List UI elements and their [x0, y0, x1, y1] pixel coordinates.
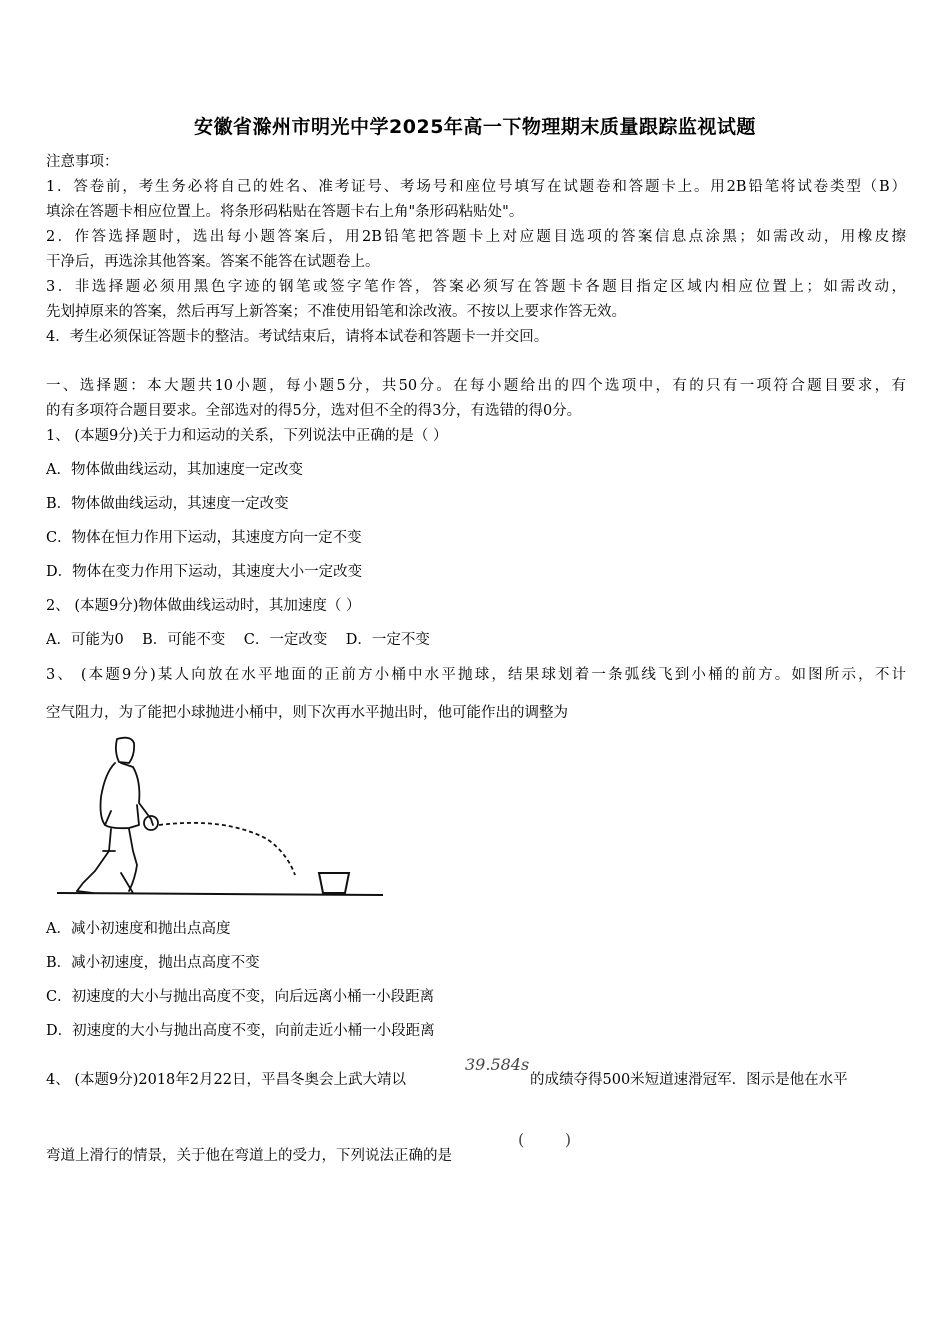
notice-item-3-line-1: 3．非选择题必须用黑色字迹的钢笔或签字笔作答，答案必须写在答题卡各题目指定区域内相应位置上；如需改动，: [46, 279, 906, 295]
question-3-stem-line-1: 3、 (本题9分)某人向放在水平地面的正前方小桶中水平抛球，结果球划着一条弧线飞到小桶的前方。如图所示，不计: [46, 667, 906, 683]
section-1-intro-line-2: 的有多项符合题目要求。全部选对的得5分，选对但不全的得3分，有选错的得0分。: [46, 403, 582, 419]
question-1-option-c: C．物体在恒力作用下运动，其速度方向一定不变: [46, 530, 362, 546]
section-1-intro-line-1: 一、选择题：本大题共10小题，每小题5分，共50分。在每小题给出的四个选项中，有的只有一项符合题目要求，有: [46, 378, 906, 394]
question-4-stem-line-2: 弯道上滑行的情景，关于他在弯道上的受力，下列说法正确的是: [46, 1148, 452, 1164]
question-2-options: A．可能为0 B．可能不变 C．一定改变 D．一定不变: [46, 632, 430, 648]
question-3-option-a: A．减小初速度和抛出点高度: [46, 921, 231, 937]
question-1-option-d: D．物体在变力作用下运动，其速度大小一定改变: [46, 564, 363, 580]
question-3-option-d: D．初速度的大小与抛出高度不变，向前走近小桶一小段距离: [46, 1023, 435, 1039]
notice-item-4: 4．考生必须保证答题卡的整洁。考试结束后，请将本试卷和答题卡一并交回。: [46, 329, 549, 345]
question-3-option-b: B．减小初速度，抛出点高度不变: [46, 955, 260, 971]
notice-heading: 注意事项：: [46, 154, 119, 170]
notice-item-3-line-2: 先划掉原来的答案，然后再写上新答案；不准使用铅笔和涂改液。不按以上要求作答无效。: [46, 304, 626, 320]
throwing-ball-figure: [55, 733, 387, 903]
question-1-option-a: A．物体做曲线运动，其加速度一定改变: [46, 462, 303, 478]
question-2-stem: 2、 (本题9分)物体做曲线运动时，其加速度（ ）: [46, 598, 361, 614]
question-4-time-value: 39.584s: [465, 1055, 530, 1074]
notice-item-1-line-1: 1．答卷前，考生务必将自己的姓名、准考证号、考场号和座位号填写在试题卷和答题卡上。用2B铅笔将试卷类型（B）: [46, 179, 906, 195]
question-4-stem-part-2: 的成绩夺得500米短道速滑冠军．图示是他在水平: [530, 1072, 848, 1088]
question-3-stem-line-2: 空气阻力，为了能把小球抛进小桶中，则下次再水平抛出时，他可能作出的调整为: [46, 705, 568, 721]
question-4-answer-paren: ( ): [518, 1130, 572, 1149]
notice-item-1-line-2: 填涂在答题卡相应位置上。将条形码粘贴在答题卡右上角"条形码粘贴处"。: [46, 204, 524, 220]
notice-item-2-line-1: 2．作答选择题时，选出每小题答案后，用2B铅笔把答题卡上对应题目选项的答案信息点涂黑；如需改动，用橡皮擦: [46, 229, 906, 245]
page-title: 安徽省滁州市明光中学2025年高一下物理期末质量跟踪监视试题: [194, 116, 756, 138]
question-3-option-c: C．初速度的大小与抛出高度不变，向后远离小桶一小段距离: [46, 989, 435, 1005]
question-1-stem: 1、 (本题9分)关于力和运动的关系，下列说法中正确的是（ ）: [46, 428, 448, 444]
question-4-stem-part-1: 4、 (本题9分)2018年2月22日，平昌冬奥会上武大靖以: [46, 1072, 406, 1088]
question-1-option-b: B．物体做曲线运动，其速度一定改变: [46, 496, 289, 512]
notice-item-2-line-2: 干净后，再选涂其他答案。答案不能答在试题卷上。: [46, 254, 380, 270]
